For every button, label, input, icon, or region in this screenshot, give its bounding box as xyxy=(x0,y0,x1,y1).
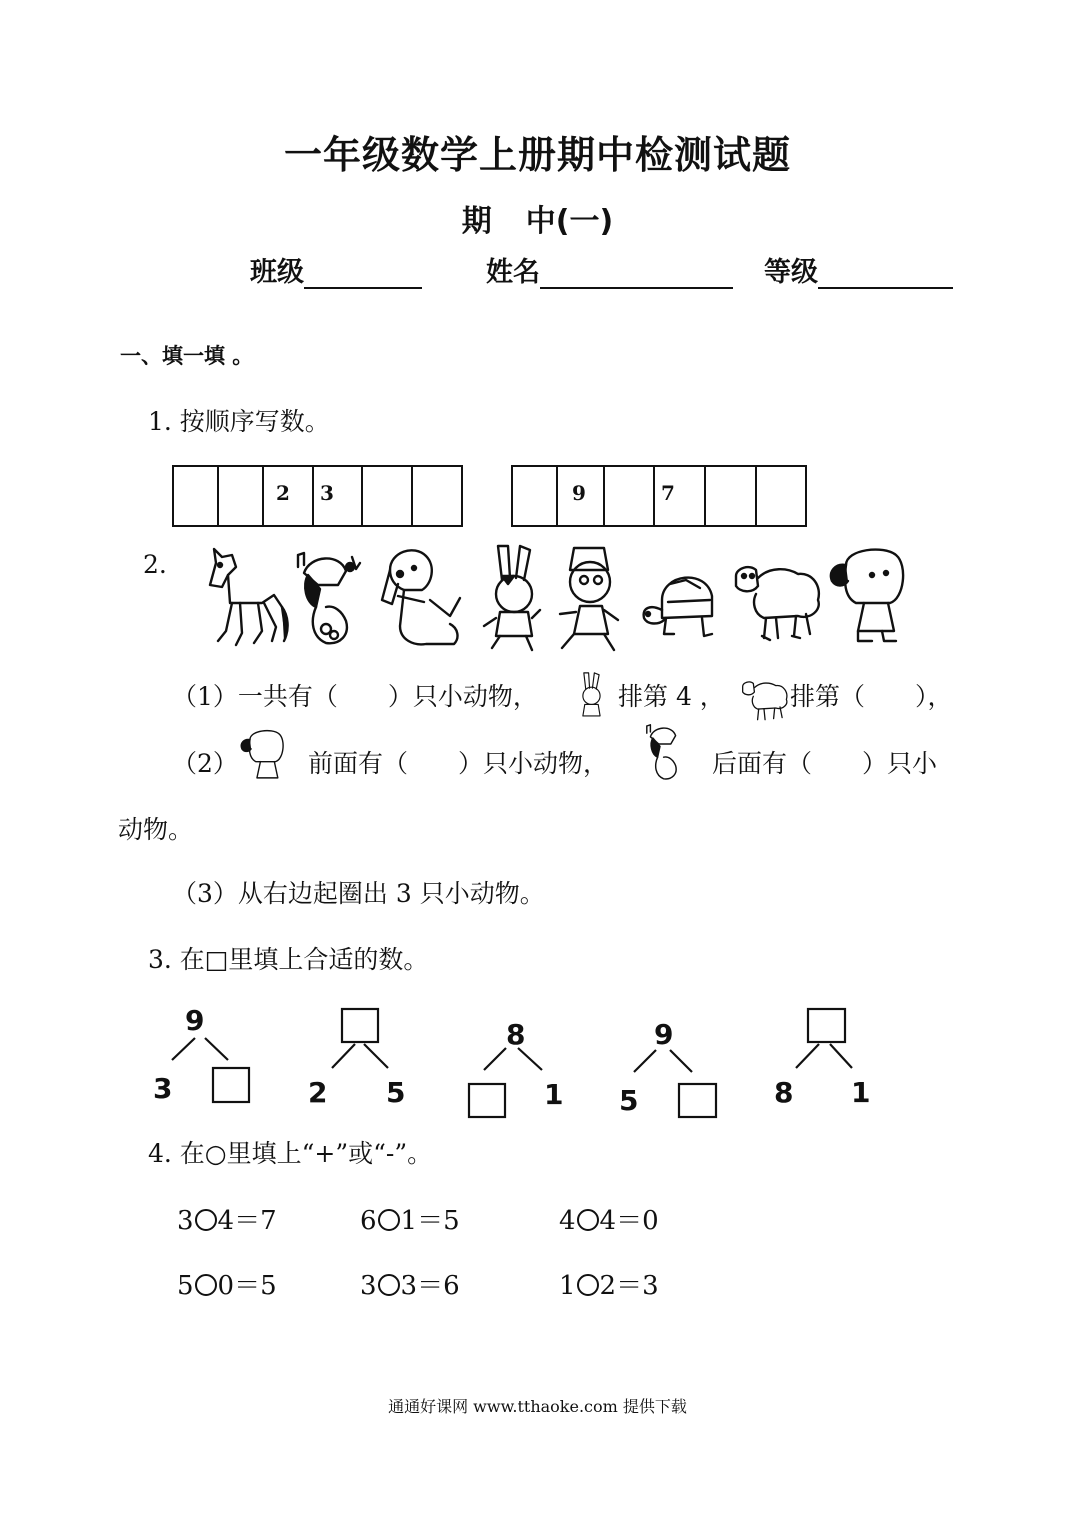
dog-icon[interactable] xyxy=(370,540,465,655)
sequence-cell: 3 xyxy=(314,467,363,525)
q2-part1-c: 排第（ ）， xyxy=(790,682,953,711)
question-2-number: 2. xyxy=(143,550,167,579)
sequence-cell: 2 xyxy=(264,467,314,525)
rabbit-icon[interactable] xyxy=(478,540,548,655)
sequence-cell[interactable] xyxy=(513,467,558,525)
sequence-cell[interactable] xyxy=(413,467,461,525)
name-blank[interactable] xyxy=(540,257,733,289)
horse-icon[interactable] xyxy=(192,545,292,655)
bond-1-left: 3 xyxy=(153,1072,173,1105)
bond-5-right: 1 xyxy=(851,1076,871,1109)
sequence-box-1 xyxy=(172,465,463,527)
q2-part3: （3）从右边起圈出 3 只小动物。 xyxy=(172,879,545,908)
equation: 5 0＝5 xyxy=(177,1271,277,1301)
q2-part2-b: 前面有（ ）只小动物， xyxy=(308,749,609,778)
turtle-icon[interactable] xyxy=(640,560,722,645)
page-subtitle xyxy=(0,196,1075,240)
question-1-text: 1. 按顺序写数。 xyxy=(148,407,330,436)
footer-text: 通通好课网 www.tthaoke.com 提供下载 xyxy=(388,1397,687,1416)
sequence-box-2 xyxy=(511,465,807,527)
bond-lines xyxy=(484,1048,542,1070)
sequence-cell: 7 xyxy=(655,467,706,525)
bird-icon[interactable] xyxy=(290,545,370,655)
answer-square xyxy=(808,1009,845,1042)
question-3-text: 3. 在□里填上合适的数。 xyxy=(148,945,429,974)
bond-4-top: 9 xyxy=(654,1018,674,1051)
elephant-icon[interactable] xyxy=(824,545,906,645)
page-title: 一年级数学上册期中检测试题 xyxy=(283,133,791,177)
sheep-icon[interactable] xyxy=(726,556,826,646)
equation: 1 2＝3 xyxy=(559,1271,659,1301)
q2-part2-a: （2） xyxy=(172,749,238,778)
answer-square xyxy=(342,1009,378,1042)
sequence-cell[interactable] xyxy=(706,467,757,525)
equation: 6 1＝5 xyxy=(360,1206,460,1236)
operator-circle[interactable] xyxy=(195,1274,217,1296)
answer-square xyxy=(213,1068,249,1102)
bond-2-right: 5 xyxy=(386,1076,406,1109)
sheep-icon xyxy=(736,676,792,724)
operator-circle[interactable] xyxy=(577,1209,599,1231)
grade-label: 等级 xyxy=(764,257,818,288)
sequence-cell[interactable] xyxy=(757,467,803,525)
grade-blank[interactable] xyxy=(818,257,953,289)
rabbit-icon xyxy=(566,670,616,725)
subtitle-left: 期 xyxy=(461,204,492,239)
question-4-text: 4. 在○里填上“+”或“-”。 xyxy=(148,1139,433,1168)
bond-4-left: 5 xyxy=(619,1084,639,1117)
bird-icon xyxy=(640,720,692,786)
equation: 4 4＝0 xyxy=(559,1206,659,1236)
subtitle-right: 中(一) xyxy=(525,204,614,239)
monkey-icon[interactable] xyxy=(552,540,628,655)
q2-part1-b: 排第 4 ， xyxy=(618,682,725,711)
operator-circle[interactable] xyxy=(378,1209,400,1231)
grade-field[interactable] xyxy=(764,250,953,289)
answer-square xyxy=(679,1084,716,1117)
number-bonds xyxy=(140,1000,940,1130)
name-field[interactable] xyxy=(486,250,733,289)
class-field[interactable] xyxy=(250,250,422,289)
bond-3-right: 1 xyxy=(544,1078,564,1111)
operator-circle[interactable] xyxy=(195,1209,217,1231)
equation: 3 4＝7 xyxy=(177,1206,277,1236)
bond-lines xyxy=(634,1050,692,1072)
class-blank[interactable] xyxy=(304,257,422,289)
q2-part2-c: 后面有（ ）只小 xyxy=(712,749,938,778)
operator-circle[interactable] xyxy=(378,1274,400,1296)
bond-lines xyxy=(172,1038,228,1060)
sequence-cell[interactable] xyxy=(174,467,219,525)
sequence-cell[interactable] xyxy=(219,467,264,525)
bond-lines xyxy=(332,1044,388,1068)
bond-3-top: 8 xyxy=(506,1018,526,1051)
bond-2-left: 2 xyxy=(308,1076,328,1109)
section-heading: 一、填一填 。 xyxy=(120,344,254,368)
sequence-cell[interactable] xyxy=(605,467,655,525)
operator-circle[interactable] xyxy=(577,1274,599,1296)
q2-part2-d: 动物。 xyxy=(118,815,194,844)
bond-5-left: 8 xyxy=(774,1076,794,1109)
bond-1-top: 9 xyxy=(185,1004,205,1037)
answer-square xyxy=(469,1084,505,1117)
sequence-cell: 9 xyxy=(558,467,605,525)
bond-lines xyxy=(796,1044,852,1068)
q2-part1-a: （1）一共有（ ）只小动物， xyxy=(172,682,538,711)
equation: 3 3＝6 xyxy=(360,1271,460,1301)
sequence-cell[interactable] xyxy=(363,467,413,525)
name-label: 姓名 xyxy=(486,257,540,288)
class-label: 班级 xyxy=(250,257,304,288)
elephant-icon xyxy=(230,728,292,786)
